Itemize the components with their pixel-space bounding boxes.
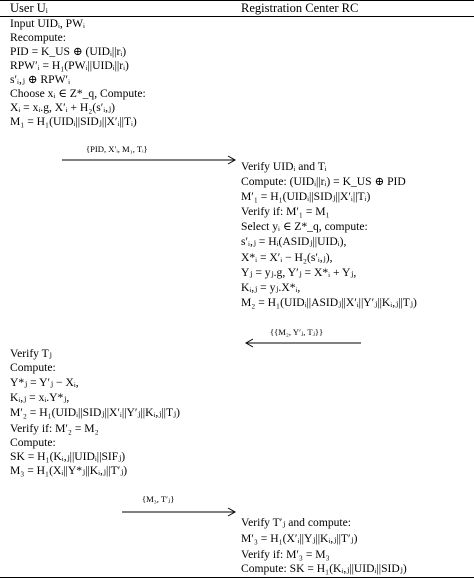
rc-step: M′₃ = H₁(X′ᵢ||Yⱼ||Kᵢ,ⱼ||T′ⱼ)	[241, 532, 358, 545]
user-step: Verify if: M′₂ = M₂	[10, 422, 99, 435]
user-step: Input UIDᵢ, PWᵢ	[10, 17, 85, 30]
user-step: Compute:	[10, 361, 56, 374]
user-step: Xᵢ = xᵢ.g, X′ᵢ + H₂(s′ᵢ,ⱼ)	[10, 101, 115, 114]
user-step: Y*ⱼ = Y′ⱼ − Xᵢ,	[10, 376, 79, 389]
column-header-rc: Registration Center RC	[241, 1, 359, 15]
rc-step: X*ᵢ = X′ᵢ − H₂(s′ᵢ,ⱼ),	[241, 251, 333, 264]
user-step: M₁ = H₁(UIDᵢ||SIDⱼ||X′ᵢ||Tᵢ)	[10, 115, 137, 128]
user-step: Verify Tⱼ	[10, 347, 52, 360]
user-step: Recompute:	[10, 31, 67, 44]
rc-step: Kᵢ,ⱼ = yⱼ.X*ᵢ,	[241, 281, 301, 294]
user-step: M₃ = H₁(Xᵢ||Y*ⱼ||Kᵢ,ⱼ||T′ⱼ)	[10, 464, 128, 477]
column-header-user: User Uᵢ	[10, 1, 48, 15]
rc-step: Verify if: M′₁ = M₁	[241, 205, 330, 218]
rc-step: Verify T′ⱼ and compute:	[241, 516, 352, 529]
rc-step: Compute: (UIDᵢ||rᵢ) = K_US ⊕ PID	[241, 175, 406, 188]
user-step: M′₂ = H₁(UIDᵢ||SIDⱼ||X′ᵢ||Y′ⱼ||Kᵢ,ⱼ||Tⱼ)	[10, 406, 180, 419]
user-step: Choose xᵢ ∈ Z*_q, Compute:	[10, 87, 146, 100]
message-2-label: {{M₂, Y′ⱼ, Tⱼ}}	[270, 327, 324, 337]
arrow-right-icon	[62, 155, 240, 165]
user-step: RPW′ᵢ = H₁(PWᵢ||UIDᵢ||rᵢ)	[10, 59, 129, 72]
rc-step: M′₁ = H₁(UIDᵢ||SIDⱼ||X′ᵢ||Tᵢ)	[241, 190, 371, 203]
arrow-right-icon	[122, 507, 240, 517]
user-step: Kᵢ,ⱼ = xᵢ.Y*ⱼ,	[10, 391, 70, 404]
rc-step: Yⱼ = yⱼ.g, Y′ⱼ = X*ᵢ + Yⱼ,	[241, 266, 357, 279]
arrow-left-icon	[243, 338, 361, 348]
message-3-label: {M₃, T′ⱼ}	[142, 494, 175, 504]
rc-step: Verify if: M′₃ = M₃	[241, 548, 330, 561]
user-step: SK = H₁(Kᵢ,ⱼ||UIDᵢ||SIFⱼ)	[10, 450, 126, 463]
top-rule	[0, 0, 474, 1]
message-1-label: {PID, X′ᵢ, M₁, Tᵢ}	[86, 144, 148, 154]
rc-step: Verify UIDᵢ and Tᵢ	[241, 160, 327, 173]
rc-step: s′ᵢ,ⱼ = Hᵢ(ASIDⱼ||UIDᵢ),	[241, 235, 347, 248]
user-step: Compute:	[10, 436, 56, 449]
user-step: PID = K_US ⊕ (UIDᵢ||rᵢ)	[10, 45, 127, 58]
rc-step: Select yᵢ ∈ Z*_q, compute:	[241, 220, 368, 233]
rc-step: M₂ = H₁(UIDᵢ||ASIDⱼ||X′ᵢ||Y′ⱼ||Kᵢ,ⱼ||Tⱼ)	[241, 296, 417, 309]
user-step: s′ᵢ,ⱼ ⊕ RPW′ᵢ	[10, 73, 70, 86]
bottom-rule	[0, 577, 474, 578]
rc-step: Compute: SK = H₁(Kᵢ,ⱼ||UIDᵢ||SIDⱼ)	[241, 562, 407, 575]
